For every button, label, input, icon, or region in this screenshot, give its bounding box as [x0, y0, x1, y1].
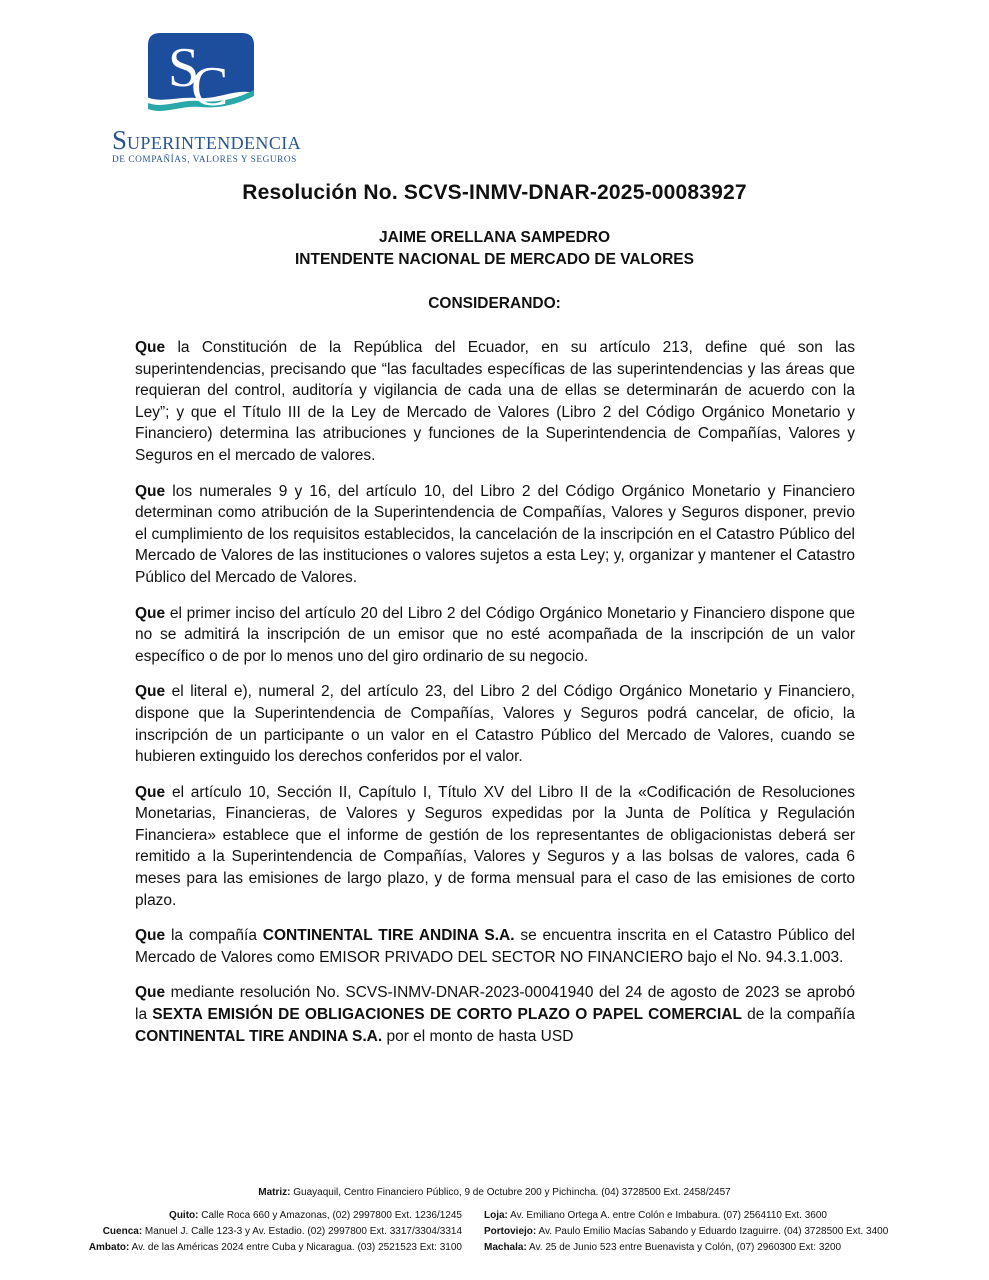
paragraph-1	[135, 337, 855, 467]
text-segment: Av. de las Américas 2024 entre Cuba y Nicaragua. (03) 2521523 Ext: 3100	[129, 1242, 462, 1253]
bold-text-segment: Loja:	[484, 1210, 508, 1221]
logo-letter-c: C	[191, 56, 229, 118]
org-wordmark	[112, 125, 302, 155]
bold-text-segment: Que	[135, 339, 166, 356]
footer-row-3	[0, 1240, 989, 1256]
text-segment: de la compañía	[741, 1006, 855, 1024]
footer-machala	[484, 1240, 989, 1256]
text-segment: el literal e), numeral 2, del artículo 23, del Libro 2 del Código Orgánico Monetario y Financiero, dispone que la Superintendencia de Compañías, Valores y Seguros podrá cancelar, de oficio, la inscripción de un participante o un valor en el Catastro Público del Mercado de Valores, cuando se hubieren extinguido los derechos conferidos por el valor.	[135, 683, 855, 766]
text-segment: mediante resolución No. SCVS-INMV-DNAR-2023-00041940 del 24 de agosto de 2023 se aprobó la	[135, 984, 855, 1024]
paragraph-3	[135, 603, 855, 668]
bold-text-segment: CONTINENTAL TIRE ANDINA S.A.	[135, 1027, 383, 1045]
text-segment: Av. Paulo Emilio Macías Sabando y Eduardo Izaguirre. (04) 3728500 Ext. 3400	[536, 1226, 889, 1237]
org-wordmark-rest: UPERINTENDENCIA	[127, 133, 302, 153]
footer-cuenca	[0, 1224, 462, 1240]
author-title: INTENDENTE NACIONAL DE MERCADO DE VALORES	[294, 251, 694, 268]
text-segment: Av. 25 de Junio 523 entre Buenavista y Colón, (07) 2960300 Ext: 3200	[526, 1242, 842, 1253]
text-segment: la Constitución de la República del Ecuador, en su artículo 213, define qué son las superintendencias, precisando que “las facultades específicas de las superintendencias y las áreas que requieran del control, auditoría y vigilancia de cada una de ellas se determinarán de acuerdo con la Ley”; y que el Título III de la Ley de Mercado de Valores (Libro 2 del Código Orgánico Monetario y Financiero) determina las atribuciones y funciones de la Superintendencia de Compañías, Valores y Seguros en el mercado de valores.	[135, 339, 855, 464]
page-footer	[0, 1185, 989, 1256]
text-segment: el primer inciso del artículo 20 del Libro 2 del Código Orgánico Monetario y Financiero dispone que no se admitirá la inscripción de un emisor que no esté acompañada de la inscripción de un valor específico o de por lo menos uno del giro ordinario de su negocio.	[135, 604, 855, 665]
bold-text-segment: Que	[135, 683, 166, 701]
bold-text-segment: Que	[135, 482, 166, 500]
paragraph-2	[135, 481, 855, 589]
org-subtitle: DE COMPAÑÍAS, VALORES Y SEGUROS	[112, 155, 297, 165]
author-name: JAIME ORELLANA SAMPEDRO	[378, 229, 611, 246]
logo-letter-s: S	[168, 37, 200, 99]
bold-text-segment: Que	[135, 783, 166, 801]
text-segment: Calle Roca 660 y Amazonas, (02) 2997800 Ext. 1236/1245	[198, 1210, 462, 1221]
text-segment: la compañía	[165, 927, 263, 945]
text-segment: Manuel J. Calle 123-3 y Av. Estadio. (02) 2997800 Ext. 3317/3304/3314	[142, 1226, 462, 1237]
paragraph-6	[135, 925, 855, 968]
text-segment: se encuentra inscrita en el Catastro Público del Mercado de Valores como EMISOR PRIVADO DEL SECTOR NO FINANCIERO bajo el No. 94.3.1.003.	[135, 927, 855, 966]
footer-matriz-line	[0, 1185, 989, 1201]
bold-text-segment: SEXTA EMISIÓN DE OBLIGACIONES DE CORTO PLAZO O PAPEL COMERCIAL	[152, 1006, 742, 1024]
bold-text-segment: Cuenca:	[102, 1226, 143, 1237]
bold-text-segment: Que	[135, 927, 166, 945]
resolution-body	[135, 337, 855, 1047]
bold-text-segment: Machala:	[484, 1242, 527, 1253]
footer-quito	[0, 1208, 462, 1224]
org-wordmark-initial: S	[112, 125, 128, 155]
sc-logo-icon	[148, 33, 254, 119]
paragraph-7	[135, 982, 855, 1047]
bold-text-segment: Ambato:	[88, 1242, 130, 1253]
resolution-title: Resolución No. SCVS-INMV-DNAR-2025-00083927	[242, 181, 747, 204]
bold-text-segment: Quito:	[169, 1210, 199, 1221]
paragraph-5	[135, 782, 855, 912]
bold-text-segment: Portoviejo:	[484, 1226, 537, 1237]
text-segment: el artículo 10, Sección II, Capítulo I, Título XV del Libro II de la «Codificación de Resoluciones Monetarias, Financieras, de Valores y Seguros expedidas por la Junta de Política y Regulación Financiera» establece que el informe de gestión de los representantes de obligacionistas deberá ser remitido a la Superintendencia de Compañías, Valores y Seguros y a las bolsas de valores, cada 6 meses para las emisiones de largo plazo, y de forma mensual para el caso de las emisiones de corto plazo.	[135, 783, 855, 909]
text-segment: por el monto de hasta USD	[382, 1027, 574, 1045]
footer-row-1	[0, 1208, 989, 1224]
bold-text-segment: Que	[135, 604, 166, 622]
bold-text-segment: Matriz:	[258, 1187, 291, 1198]
text-segment: Av. Emiliano Ortega A. entre Colón e Imbabura. (07) 2564110 Ext. 3600	[507, 1210, 827, 1221]
footer-loja	[484, 1208, 989, 1224]
footer-ambato	[0, 1240, 462, 1256]
paragraph-4	[135, 681, 855, 767]
footer-row-2	[0, 1224, 989, 1240]
bold-text-segment: CONTINENTAL TIRE ANDINA S.A.	[262, 927, 515, 945]
text-segment: Guayaquil, Centro Financiero Público, 9 de Octubre 200 y Pichincha. (04) 3728500 Ext. 2458/2457	[290, 1187, 731, 1198]
text-segment: los numerales 9 y 16, del artículo 10, del Libro 2 del Código Orgánico Monetario y Financiero determinan como atribución de la Superintendencia de Compañías, Valores y Seguros disponer, previo el cumplimiento de los requisitos establecidos, la cancelación de la inscripción en el Catastro Público del Mercado de Valores de las instituciones o valores sujetos a esta Ley; y, organizar y mantener el Catastro Público del Mercado de Valores.	[135, 482, 855, 586]
footer-portoviejo	[484, 1224, 989, 1240]
header-logo-block	[0, 0, 302, 165]
bold-text-segment: Que	[135, 984, 166, 1002]
author-block	[0, 227, 989, 271]
considerando-heading: CONSIDERANDO:	[428, 295, 561, 312]
